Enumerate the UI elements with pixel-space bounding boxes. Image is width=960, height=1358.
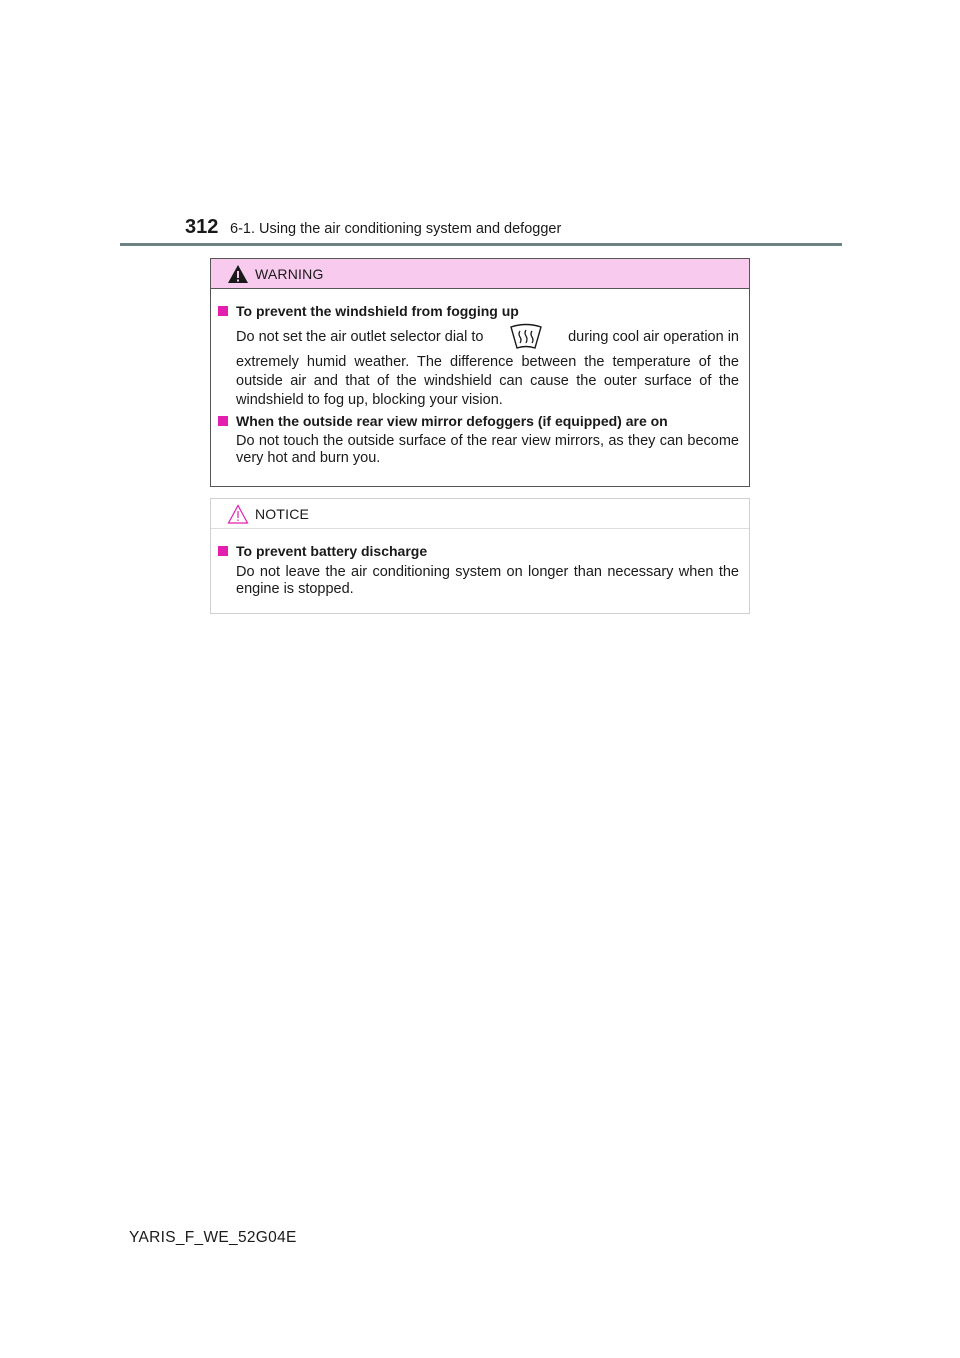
warning-triangle-icon	[227, 264, 249, 284]
notice-item-title-text: To prevent battery discharge	[236, 543, 428, 559]
warning-item-text: outside air and that of the windshield can cause the outer surface of the	[236, 373, 739, 389]
bullet-icon	[218, 416, 228, 426]
section-title: 6-1. Using the air conditioning system and defogger	[230, 221, 562, 237]
warning-item-title	[218, 303, 739, 320]
warning-text-after-icon: during cool air operation in	[568, 329, 739, 345]
warning-item-text: Do not touch the outside surface of the rear view mirrors, as they can become very hot and burn you.	[236, 433, 739, 466]
bullet-icon	[218, 306, 228, 316]
page-number: 312	[185, 216, 219, 238]
notice-box	[210, 498, 750, 614]
warning-item-title-text: When the outside rear view mirror defoggers (if equipped) are on	[236, 413, 668, 429]
warning-item-text-line	[218, 320, 739, 354]
page-header	[0, 0, 960, 250]
warning-label: WARNING	[255, 266, 324, 282]
notice-item-text: Do not leave the air conditioning system on longer than necessary when the engine is stopped.	[236, 564, 739, 597]
warning-item-text: windshield to fog up, blocking your vision.	[236, 392, 503, 408]
warning-body	[211, 289, 749, 467]
notice-header	[211, 499, 749, 529]
warning-box	[210, 258, 750, 487]
notice-item-title	[218, 543, 739, 560]
notice-label: NOTICE	[255, 506, 310, 522]
warning-header	[211, 259, 749, 289]
notice-triangle-icon	[227, 504, 249, 524]
warning-text-before-icon: Do not set the air outlet selector dial to	[236, 329, 484, 345]
warning-item-text: extremely humid weather. The difference between the temperature of the	[236, 354, 739, 370]
warning-item-title-text: To prevent the windshield from fogging up	[236, 303, 519, 319]
windshield-defogger-icon	[508, 323, 544, 351]
warning-item-title	[218, 413, 739, 430]
header-divider	[120, 243, 842, 246]
notice-body	[211, 529, 749, 598]
bullet-icon	[218, 546, 228, 556]
document-code: YARIS_F_WE_52G04E	[129, 1229, 297, 1246]
